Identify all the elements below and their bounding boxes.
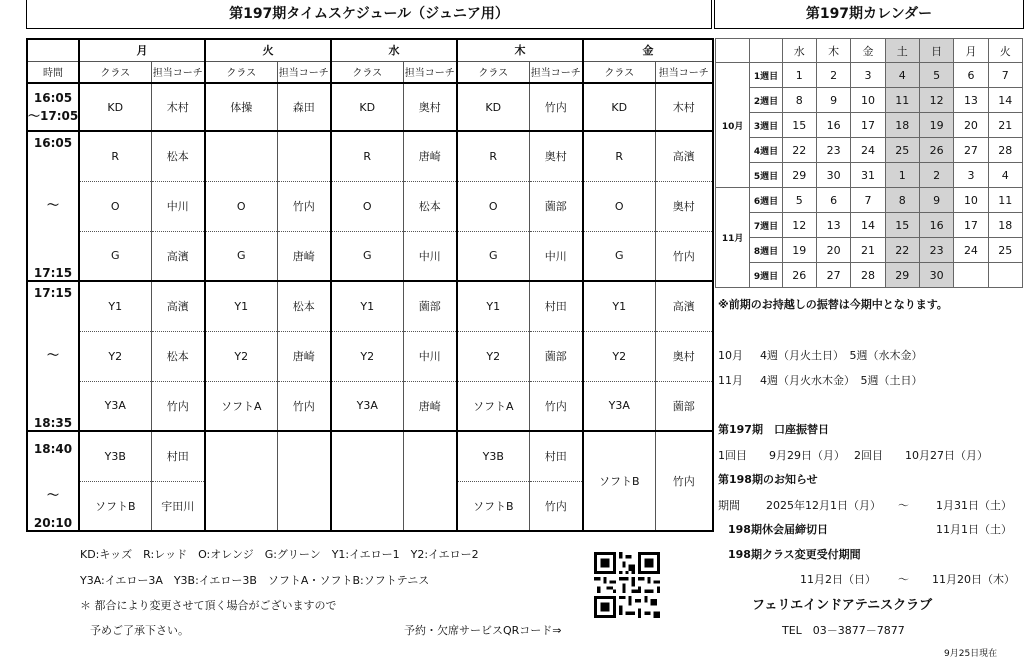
coach-cell: 中川: [403, 331, 457, 381]
calendar-day: 10: [851, 88, 885, 113]
calendar-corner: [716, 39, 750, 63]
calendar-corner: [750, 39, 782, 63]
period-label: 期間: [718, 499, 740, 512]
class-cell: ソフトB: [457, 481, 529, 531]
coach-cell: 竹内: [529, 481, 583, 531]
calendar-day: 8: [885, 188, 919, 213]
day-thursday: 木: [457, 39, 583, 61]
class-cell: G: [583, 231, 655, 281]
calendar-day: 29: [885, 263, 919, 288]
weekday-header: 水: [782, 39, 816, 63]
calendar-day: 7: [851, 188, 885, 213]
coach-header: 担当コーチ: [151, 61, 205, 83]
coach-cell: 竹内: [151, 381, 205, 431]
coach-cell: 薗部: [529, 331, 583, 381]
calendar-day: 26: [919, 138, 953, 163]
calendar-day: 18: [988, 213, 1022, 238]
calendar-week-label: 1週目: [750, 63, 782, 88]
calendar-day: 8: [782, 88, 816, 113]
calendar-day: 4: [988, 163, 1022, 188]
coach-cell: 唐崎: [403, 131, 457, 181]
empty-cell: [331, 431, 403, 531]
class-cell: [205, 131, 277, 181]
calendar-day: 17: [851, 113, 885, 138]
coach-cell: 竹内: [529, 83, 583, 131]
class-cell: Y3A: [79, 381, 151, 431]
class-cell: R: [457, 131, 529, 181]
calendar-day: [954, 263, 988, 288]
class-cell: O: [457, 181, 529, 231]
calendar-day: 22: [885, 238, 919, 263]
class-header: クラス: [205, 61, 277, 83]
coach-cell: 竹内: [529, 381, 583, 431]
class-cell: Y3A: [331, 381, 403, 431]
transfer-1: 1回目 9月29日（月）: [718, 449, 845, 462]
class-cell: R: [583, 131, 655, 181]
oct-weeks: 4週（月火土日） 5週（水木金）: [760, 349, 923, 362]
class-cell: Y3B: [79, 431, 151, 481]
calendar-day: 23: [919, 238, 953, 263]
calendar-week-label: 6週目: [750, 188, 782, 213]
class-cell: Y1: [583, 281, 655, 331]
class-cell: ソフトB: [79, 481, 151, 531]
calendar-day: 4: [885, 63, 919, 88]
coach-cell: 松本: [151, 331, 205, 381]
calendar-day: 14: [851, 213, 885, 238]
class-header: クラス: [331, 61, 403, 83]
calendar-table: [715, 38, 1023, 288]
calendar-day: 1: [782, 63, 816, 88]
period-to: 1月31日（土）: [936, 499, 1012, 512]
time-slot-3-end: 18:35: [33, 416, 73, 430]
absence-date: 11月1日（土）: [936, 523, 1012, 536]
time-slot-3-start: 17:15: [33, 286, 73, 300]
weekday-header: 木: [816, 39, 850, 63]
calendar-day: 26: [782, 263, 816, 288]
class-cell: KD: [457, 83, 529, 131]
schedule-title: 第197期タイムスケジュール（ジュニア用）: [26, 0, 712, 29]
calendar-month-label: 11月: [716, 188, 750, 288]
time-slot-4-tilde: 〜: [46, 488, 59, 502]
calendar-week-label: 4週目: [750, 138, 782, 163]
day-tuesday: 火: [205, 39, 331, 61]
calendar-day: 22: [782, 138, 816, 163]
oct-month: 10月: [718, 349, 743, 362]
class-cell: ソフトA: [205, 381, 277, 431]
weekday-header: 金: [851, 39, 885, 63]
class-cell: Y1: [79, 281, 151, 331]
day-wednesday: 水: [331, 39, 457, 61]
calendar-day: 14: [988, 88, 1022, 113]
calendar-day: 19: [919, 113, 953, 138]
class-cell: Y2: [205, 331, 277, 381]
club-name: フェリエインドアテニスクラブ: [752, 598, 933, 613]
calendar-week-label: 2週目: [750, 88, 782, 113]
coach-cell: 木村: [151, 83, 205, 131]
class-header: クラス: [457, 61, 529, 83]
coach-cell: 中川: [403, 231, 457, 281]
legend-line-1: KD:キッズ R:レッド O:オレンジ G:グリーン Y1:イエロー1 Y2:イエロー2: [80, 548, 479, 561]
calendar-day: 2: [816, 63, 850, 88]
corner-cell: [27, 39, 79, 61]
coach-header: 担当コーチ: [403, 61, 457, 83]
weekday-header: 月: [954, 39, 988, 63]
calendar-day: 6: [816, 188, 850, 213]
calendar-day: 27: [816, 263, 850, 288]
calendar-day: 3: [851, 63, 885, 88]
weekday-header: 日: [919, 39, 953, 63]
calendar-day: 28: [988, 138, 1022, 163]
weekday-header: 火: [988, 39, 1022, 63]
calendar-day: 15: [885, 213, 919, 238]
club-tel: TEL 03－3877－7877: [782, 624, 905, 637]
coach-cell: 薗部: [403, 281, 457, 331]
coach-cell: 松本: [403, 181, 457, 231]
qr-label: 予約・欠席サービスQRコード⇒: [404, 624, 562, 637]
coach-cell: 高濱: [151, 231, 205, 281]
class-cell: G: [457, 231, 529, 281]
change-tilde: 〜: [898, 573, 909, 586]
legend-line-2: Y3A:イエロー3A Y3B:イエロー3B ソフトA・ソフトB:ソフトテニス: [80, 574, 430, 587]
time-slot-3-tilde: 〜: [46, 348, 59, 362]
transfer-2: 2回目 10月27日（月）: [854, 449, 988, 462]
class-cell: G: [205, 231, 277, 281]
calendar-day: 20: [816, 238, 850, 263]
coach-cell: 森田: [277, 83, 331, 131]
class-cell: ソフトA: [457, 381, 529, 431]
calendar-week-label: 3週目: [750, 113, 782, 138]
calendar-day: 16: [816, 113, 850, 138]
coach-cell: 竹内: [655, 231, 713, 281]
coach-header: 担当コーチ: [655, 61, 713, 83]
coach-cell: 松本: [277, 281, 331, 331]
coach-cell: 竹内: [655, 431, 713, 531]
change-from: 11月2日（日）: [800, 573, 876, 586]
day-friday: 金: [583, 39, 713, 61]
class-cell: Y3A: [583, 381, 655, 431]
calendar-day: 2: [919, 163, 953, 188]
time-slot-1-start: 16:05: [33, 91, 73, 105]
time-slot-2-end: 17:15: [33, 266, 73, 280]
time-slot-2: [27, 131, 79, 281]
day-monday: 月: [79, 39, 205, 61]
calendar-day: 23: [816, 138, 850, 163]
coach-header: 担当コーチ: [529, 61, 583, 83]
class-cell: O: [331, 181, 403, 231]
calendar-day: 5: [782, 188, 816, 213]
class-cell: Y2: [331, 331, 403, 381]
coach-cell: 高濱: [655, 281, 713, 331]
coach-cell: 薗部: [655, 381, 713, 431]
time-slot-4-start: 18:40: [33, 442, 73, 456]
nov-month: 11月: [718, 374, 743, 387]
coach-cell: 中川: [529, 231, 583, 281]
calendar-day: 31: [851, 163, 885, 188]
class-cell: O: [583, 181, 655, 231]
calendar-week-label: 9週目: [750, 263, 782, 288]
calendar-week-label: 5週目: [750, 163, 782, 188]
time-header: 時間: [27, 61, 79, 83]
class-cell: Y2: [583, 331, 655, 381]
class-cell: Y2: [457, 331, 529, 381]
coach-cell: 奥村: [403, 83, 457, 131]
legend-line-4: 予めご了承下さい。: [90, 624, 189, 637]
coach-cell: 高濱: [655, 131, 713, 181]
calendar-day: 13: [816, 213, 850, 238]
calendar-day: 9: [816, 88, 850, 113]
class-cell: Y3B: [457, 431, 529, 481]
calendar-day: 10: [954, 188, 988, 213]
class-cell: KD: [79, 83, 151, 131]
calendar-day: 13: [954, 88, 988, 113]
coach-cell: 村田: [529, 281, 583, 331]
calendar-day: 24: [851, 138, 885, 163]
class-cell: O: [205, 181, 277, 231]
transfer-title: 第197期 口座振替日: [718, 423, 829, 436]
class-cell: 体操: [205, 83, 277, 131]
calendar-day: 11: [885, 88, 919, 113]
calendar-day: 30: [919, 263, 953, 288]
calendar-day: 28: [851, 263, 885, 288]
as-of-date: 9月25日現在: [944, 649, 998, 659]
class-header: クラス: [583, 61, 655, 83]
coach-cell: 宇田川: [151, 481, 205, 531]
calendar-day: 30: [816, 163, 850, 188]
nov-weeks: 4週（月火水木金） 5週（土日）: [760, 374, 923, 387]
calendar-day: 20: [954, 113, 988, 138]
class-cell: O: [79, 181, 151, 231]
class-cell: G: [331, 231, 403, 281]
time-slot-2-start: 16:05: [33, 136, 73, 150]
qr-code-image[interactable]: [594, 552, 660, 618]
coach-cell: 村田: [151, 431, 205, 481]
coach-cell: 松本: [151, 131, 205, 181]
calendar-day: 25: [885, 138, 919, 163]
calendar-day: 21: [851, 238, 885, 263]
calendar-title: 第197期カレンダー: [714, 0, 1024, 29]
calendar-day: 18: [885, 113, 919, 138]
period-from: 2025年12月1日（月）: [766, 499, 881, 512]
calendar-week-label: 8週目: [750, 238, 782, 263]
calendar-day: 11: [988, 188, 1022, 213]
time-slot-4-end: 20:10: [33, 516, 73, 530]
calendar-day: 29: [782, 163, 816, 188]
calendar-day: 1: [885, 163, 919, 188]
class-cell: R: [79, 131, 151, 181]
schedule-table: [26, 38, 714, 532]
calendar-day: 7: [988, 63, 1022, 88]
class-cell: Y1: [457, 281, 529, 331]
coach-cell: 唐崎: [277, 331, 331, 381]
coach-cell: 奥村: [655, 181, 713, 231]
time-slot-2-tilde: 〜: [46, 198, 59, 212]
coach-cell: 村田: [529, 431, 583, 481]
class-cell: ソフトB: [583, 431, 655, 531]
calendar-day: 19: [782, 238, 816, 263]
coach-cell: 竹内: [277, 381, 331, 431]
class-cell: G: [79, 231, 151, 281]
coach-cell: 唐崎: [403, 381, 457, 431]
calendar-day: 25: [988, 238, 1022, 263]
calendar-day: 3: [954, 163, 988, 188]
absence-label: 198期休会届締切日: [728, 523, 828, 536]
class-cell: KD: [331, 83, 403, 131]
coach-cell: 木村: [655, 83, 713, 131]
class-cell: Y2: [79, 331, 151, 381]
calendar-month-label: 10月: [716, 63, 750, 188]
class-header: クラス: [79, 61, 151, 83]
empty-cell: [205, 431, 277, 531]
coach-cell: 薗部: [529, 181, 583, 231]
calendar-day: 9: [919, 188, 953, 213]
change-to: 11月20日（木）: [932, 573, 1015, 586]
calendar-day: 6: [954, 63, 988, 88]
calendar-day: 12: [782, 213, 816, 238]
class-cell: Y1: [331, 281, 403, 331]
coach-cell: 高濱: [151, 281, 205, 331]
calendar-day: 21: [988, 113, 1022, 138]
time-slot-1: [27, 83, 79, 131]
calendar-week-label: 7週目: [750, 213, 782, 238]
time-slot-4: [27, 431, 79, 531]
weekday-header: 土: [885, 39, 919, 63]
calendar-day: 27: [954, 138, 988, 163]
time-slot-1-end: 〜17:05: [28, 109, 79, 123]
time-slot-3: [27, 281, 79, 431]
carryover-note: ※前期のお持越しの振替は今期中となります。: [718, 298, 948, 311]
next-term-title: 第198期のお知らせ: [718, 473, 818, 486]
calendar-day: 5: [919, 63, 953, 88]
legend-line-3: ＊ 都合により変更させて頂く場合がございますので: [80, 599, 337, 612]
class-cell: KD: [583, 83, 655, 131]
period-tilde: 〜: [898, 499, 909, 512]
coach-header: 担当コーチ: [277, 61, 331, 83]
calendar-day: [988, 263, 1022, 288]
calendar-day: 24: [954, 238, 988, 263]
calendar-day: 16: [919, 213, 953, 238]
empty-cell: [403, 431, 457, 531]
class-cell: R: [331, 131, 403, 181]
class-cell: Y1: [205, 281, 277, 331]
calendar-day: 17: [954, 213, 988, 238]
empty-cell: [277, 431, 331, 531]
change-label: 198期クラス変更受付期間: [728, 548, 861, 561]
coach-cell: [277, 131, 331, 181]
coach-cell: 奥村: [655, 331, 713, 381]
coach-cell: 唐崎: [277, 231, 331, 281]
coach-cell: 竹内: [277, 181, 331, 231]
calendar-day: 15: [782, 113, 816, 138]
coach-cell: 中川: [151, 181, 205, 231]
coach-cell: 奥村: [529, 131, 583, 181]
calendar-day: 12: [919, 88, 953, 113]
